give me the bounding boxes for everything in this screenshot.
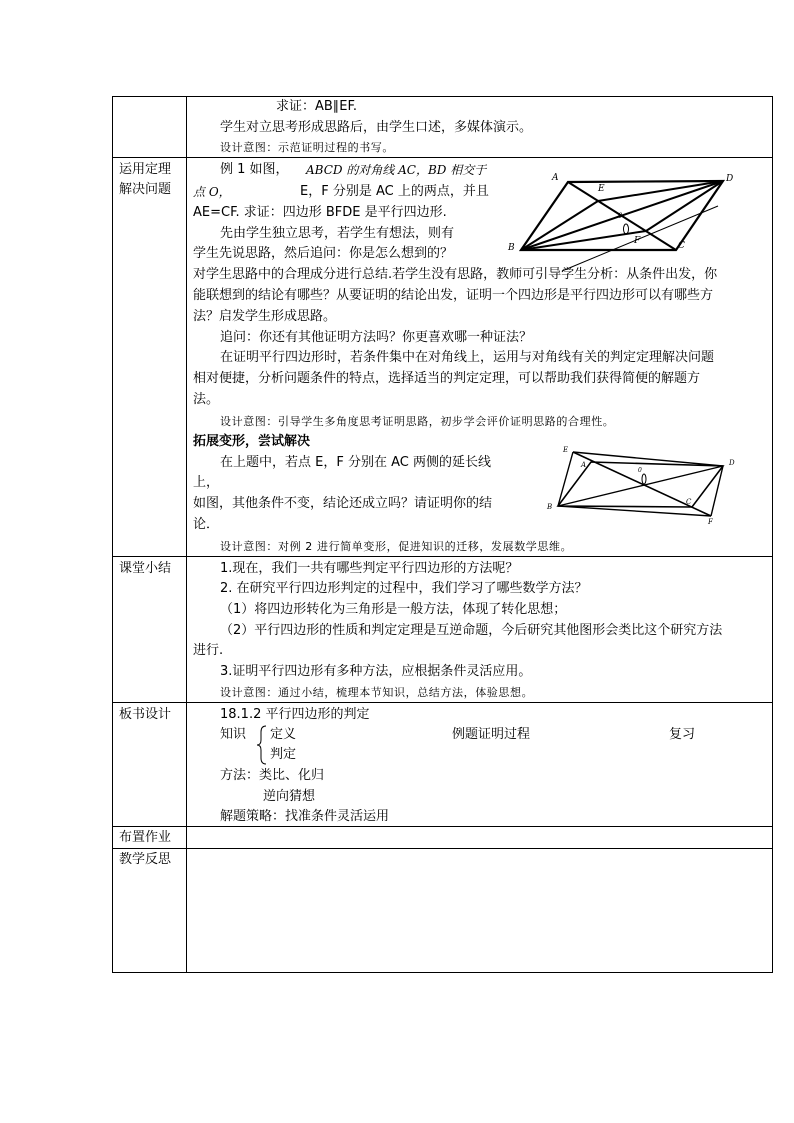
point-label-C: C — [678, 241, 685, 251]
point-label-A: A — [581, 461, 587, 469]
row-divider — [112, 556, 773, 557]
paragraph-text: 法。 — [193, 392, 220, 407]
paragraph-text: 先由学生独立思考，若学生有想法，则有 — [220, 226, 455, 241]
section-heading: 拓展变形，尝试解决 — [193, 434, 311, 449]
summary-item: 进行. — [193, 643, 224, 658]
row-divider — [112, 848, 773, 849]
point-label-O: 0 — [638, 467, 642, 474]
section-label: 课堂小结 — [119, 561, 172, 576]
board-item: 例题证明过程 — [452, 727, 531, 742]
design-intent: 设计意图：通过小结，梳理本节知识，总结方法，体验思想。 — [220, 686, 534, 699]
row0-text: 学生对立思考形成思路后，由学生口述，多媒体演示。 — [220, 120, 533, 135]
table-border-top — [112, 96, 773, 97]
point-label-B: B — [508, 243, 515, 253]
section-label: 布置作业 — [119, 830, 172, 845]
board-title: 18.1.2 平行四边形的判定 — [220, 707, 370, 722]
paragraph-text: 上， — [193, 475, 220, 490]
point-label-B: B — [547, 503, 553, 511]
paragraph-text: 法？启发学生形成思路。 — [193, 309, 337, 324]
paragraph-text: 相对便捷，分析问题条件的特点，选择适当的判定定理，可以帮助我们获得简便的解题方 — [193, 371, 701, 386]
proof-goal: 求证：AB∥EF. — [276, 99, 358, 114]
parallelogram-figure-2 — [545, 445, 735, 525]
board-item: 方法：类比、化归 — [220, 768, 325, 783]
board-item: 知识 — [220, 727, 247, 742]
example-text: E，F 分别是 AC 上的两点，并且 — [300, 184, 489, 199]
row-divider — [112, 157, 773, 158]
point-label-F: F — [634, 236, 641, 246]
table-border-left — [112, 96, 113, 973]
section-label: 板书设计 — [119, 707, 172, 722]
paragraph-text: 对学生思路中的合理成分进行总结.若学生没有思路，教师可引导学生分析：从条件出发，你 — [193, 267, 718, 282]
design-intent: 设计意图：示范证明过程的书写。 — [220, 141, 394, 154]
brace-icon — [256, 724, 268, 766]
paragraph-text: 如图，其他条件不变，结论还成立吗？请证明你的结 — [193, 496, 493, 511]
paragraph-text: 能联想到的结论有哪些？从要证明的结论出发，证明一个四边形是平行四边形可以有哪些方 — [193, 288, 714, 303]
example-text: ABCD 的对角线 AC，BD 相交于 — [306, 163, 487, 177]
row-divider — [112, 826, 773, 827]
point-label-E: E — [563, 446, 569, 454]
board-item: 判定 — [270, 747, 297, 762]
table-border-bottom — [112, 972, 773, 973]
parallelogram-figure-1 — [500, 166, 750, 256]
board-item: 复习 — [669, 727, 696, 742]
board-item: 逆向猜想 — [263, 789, 316, 804]
board-item: 解题策略：找准条件灵活运用 — [220, 809, 390, 824]
example-text: AE=CF. 求证：四边形 BFDE 是平行四边形. — [193, 205, 447, 220]
point-label-F: F — [708, 518, 713, 526]
design-intent: 设计意图：引导学生多角度思考证明思路，初步学会评价证明思路的合理性。 — [220, 415, 615, 428]
point-label-A: A — [552, 173, 559, 183]
section-label: 解决问题 — [119, 182, 172, 197]
section-label: 运用定理 — [119, 162, 172, 177]
example-text: 点 O， — [193, 185, 231, 199]
paragraph-text: 学生先说思路，然后追问：你是怎么想到的？ — [193, 246, 454, 261]
section-label: 教学反思 — [119, 852, 172, 867]
table-border-right — [772, 96, 773, 973]
table-column-divider — [186, 96, 187, 973]
paragraph-text: 论． — [193, 517, 220, 532]
point-label-O: 0 — [618, 212, 623, 220]
paragraph-text: 追问：你还有其他证明方法吗？你更喜欢哪一种证法？ — [220, 330, 533, 345]
row-divider — [112, 702, 773, 703]
summary-item: （1）将四边形转化为三角形是一般方法，体现了转化思想； — [220, 602, 567, 617]
paragraph-text: 在证明平行四边形时，若条件集中在对角线上，运用与对角线有关的判定定理解决问题 — [220, 350, 715, 365]
summary-item: 3.证明平行四边形有多种方法，应根据条件灵活应用。 — [220, 664, 532, 679]
point-label-D: D — [729, 459, 735, 467]
point-label-E: E — [598, 184, 605, 194]
board-item: 定义 — [270, 727, 297, 742]
point-label-D: D — [726, 174, 734, 184]
paragraph-text: 在上题中，若点 E，F 分别在 AC 两侧的延长线 — [220, 455, 491, 470]
summary-item: 2. 在研究平行四边形判定的过程中，我们学习了哪些数学方法？ — [220, 581, 588, 596]
summary-item: （2）平行四边形的性质和判定定理是互逆命题，今后研究其他图形会类比这个研究方法 — [220, 623, 723, 638]
example-text: 例 1 如图， — [220, 162, 289, 177]
design-intent: 设计意图：对例 2 进行简单变形，促进知识的迁移，发展数学思维。 — [220, 540, 573, 553]
summary-item: 1.现在，我们一共有哪些判定平行四边形的方法呢？ — [220, 561, 519, 576]
point-label-C: C — [686, 498, 692, 506]
